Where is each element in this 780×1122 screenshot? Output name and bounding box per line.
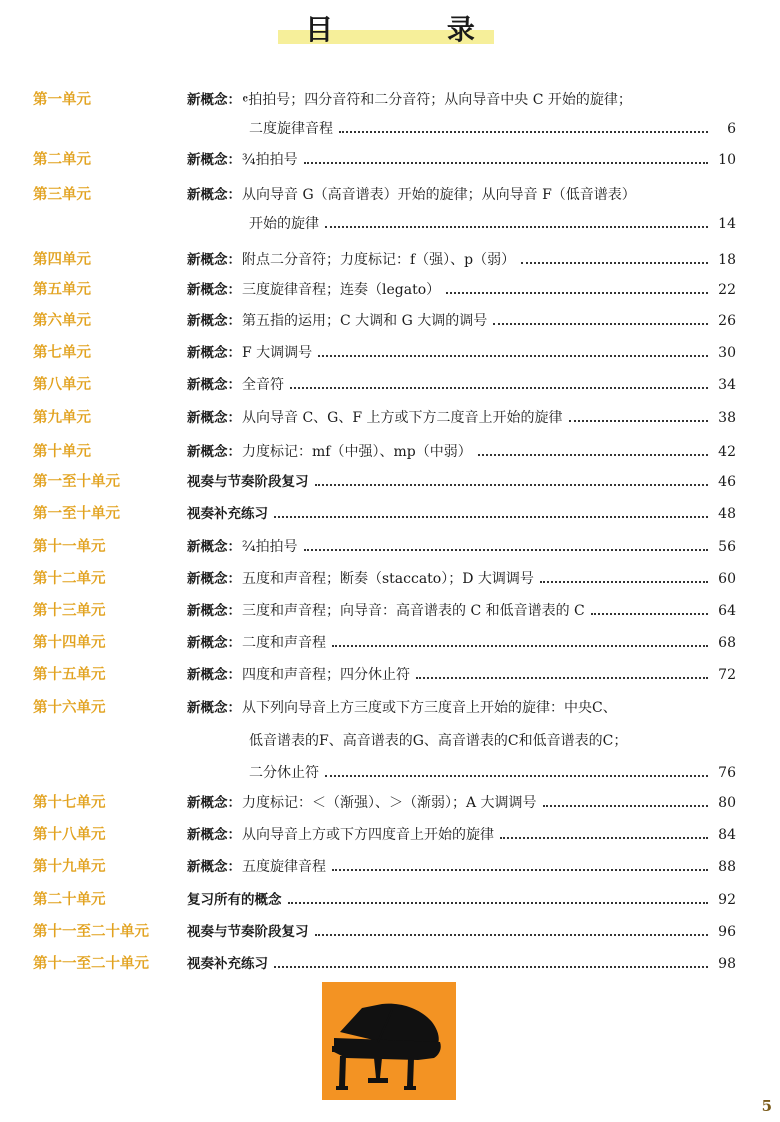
- toc-content: [249, 761, 736, 785]
- toc-page-number: 48: [718, 506, 736, 522]
- toc-label: 新概念：: [187, 667, 241, 683]
- toc-content: [187, 341, 736, 365]
- toc-unit: 第三单元: [33, 186, 91, 203]
- toc-content: [187, 148, 736, 172]
- toc-page-number: 42: [718, 444, 736, 460]
- toc-entry: [0, 920, 780, 944]
- toc-description: 视奏与节奏阶段复习: [187, 474, 309, 490]
- toc-entry: [0, 535, 780, 559]
- toc-description: 从向导音 C、G、F 上方或下方二度音上开始的旋律: [242, 410, 563, 426]
- toc-label: 新概念：: [187, 92, 241, 108]
- toc-page-number: 98: [718, 956, 736, 972]
- toc-page-number: 26: [718, 313, 736, 329]
- toc-unit: 第十五单元: [33, 666, 106, 683]
- toc-description: 力度标记：mf（中强）、mp（中弱）: [242, 444, 472, 460]
- toc-page-number: 80: [718, 795, 736, 811]
- toc-page-number: 76: [718, 765, 736, 781]
- toc-entry: [0, 888, 780, 912]
- toc-label: 新概念：: [187, 252, 241, 268]
- toc-entry: [0, 373, 780, 397]
- toc-content: [187, 663, 736, 687]
- toc-label: 新概念：: [187, 152, 241, 168]
- toc-unit: 第十一至二十单元: [33, 955, 149, 972]
- toc-unit: 第十一单元: [33, 538, 106, 555]
- toc-entry: [0, 791, 780, 815]
- toc-page-number: 84: [718, 827, 736, 843]
- toc-description: 𝄴拍拍号；四分音符和二分音符；从向导音中央 C 开始的旋律；: [242, 92, 632, 108]
- toc-description: 视奏与节奏阶段复习: [187, 924, 309, 940]
- toc-entry: [0, 663, 780, 687]
- toc-content: [187, 599, 736, 623]
- toc-content: [187, 406, 736, 430]
- toc-page-number: 22: [718, 282, 736, 298]
- toc-description: 五度和声音程；断奏（staccato）；D 大调调号: [242, 571, 534, 587]
- toc-label: 新概念：: [187, 859, 241, 875]
- toc-entry: [0, 88, 780, 112]
- toc-unit: 第十三单元: [33, 602, 106, 619]
- toc-page-number: 46: [718, 474, 736, 490]
- toc-entry: [0, 406, 780, 430]
- toc-description: 二度旋律音程: [249, 121, 333, 137]
- toc-entry: [0, 729, 780, 753]
- toc-content: [187, 470, 736, 494]
- toc-leader-dots: [332, 645, 708, 647]
- toc-page-number: 18: [718, 252, 736, 268]
- toc-leader-dots: [446, 292, 708, 294]
- toc-leader-dots: [318, 355, 708, 357]
- toc-unit: 第六单元: [33, 312, 91, 329]
- toc-entry: [0, 855, 780, 879]
- toc-unit: 第二单元: [33, 151, 91, 168]
- toc-content: [187, 696, 736, 720]
- toc-unit: 第十九单元: [33, 858, 106, 875]
- toc-label: 新概念：: [187, 571, 241, 587]
- toc-label: 新概念：: [187, 282, 241, 298]
- toc-entry: [0, 183, 780, 207]
- toc-leader-dots: [325, 226, 708, 228]
- toc-leader-dots: [478, 454, 708, 456]
- toc-leader-dots: [315, 484, 709, 486]
- toc-page-number: 10: [718, 152, 736, 168]
- toc-content: [187, 373, 736, 397]
- toc-description: 从下列向导音上方三度或下方三度音上开始的旋律：中央C、: [242, 700, 617, 716]
- toc-content: [187, 567, 736, 591]
- toc-page-number: 96: [718, 924, 736, 940]
- toc-entry: [0, 248, 780, 272]
- toc-page-number: 34: [718, 377, 736, 393]
- toc-description: 开始的旋律: [249, 216, 319, 232]
- toc-entry: [0, 470, 780, 494]
- toc-page-number: 92: [718, 892, 736, 908]
- toc-description: 二分休止符: [249, 765, 319, 781]
- toc-entry: [0, 599, 780, 623]
- toc-unit: 第十六单元: [33, 699, 106, 716]
- toc-content: [187, 823, 736, 847]
- toc-unit: 第十二单元: [33, 570, 106, 587]
- toc-unit: 第四单元: [33, 251, 91, 268]
- toc-page-number: 72: [718, 667, 736, 683]
- toc-label: 新概念：: [187, 345, 241, 361]
- toc-description: ¾拍拍号: [242, 152, 298, 168]
- toc-label: 新概念：: [187, 377, 241, 393]
- toc-unit: 第十单元: [33, 443, 91, 460]
- toc-content: [187, 920, 736, 944]
- toc-page-number: 38: [718, 410, 736, 426]
- toc-description: 三度旋律音程；连奏（legato）: [242, 282, 441, 298]
- toc-leader-dots: [339, 131, 708, 133]
- toc-unit: 第八单元: [33, 376, 91, 393]
- toc-page-number: 14: [718, 216, 736, 232]
- toc-label: 新概念：: [187, 827, 241, 843]
- toc-description: ²⁄₄拍拍号: [242, 539, 298, 555]
- toc-entry: [0, 278, 780, 302]
- toc-entry: [0, 696, 780, 720]
- toc-entry: [0, 440, 780, 464]
- toc-description: 五度旋律音程: [242, 859, 326, 875]
- toc-leader-dots: [493, 323, 708, 325]
- toc-entry: [0, 212, 780, 236]
- toc-description: 从向导音上方或下方四度音上开始的旋律: [242, 827, 494, 843]
- toc-entry: [0, 117, 780, 141]
- toc-description: 视奏补充练习: [187, 506, 268, 522]
- page-title: 目 录: [305, 13, 527, 46]
- toc-unit: 第二十单元: [33, 891, 106, 908]
- toc-content: [187, 248, 736, 272]
- page-number: 5: [761, 1097, 772, 1115]
- toc-label: 新概念：: [187, 410, 241, 426]
- toc-content: [249, 729, 736, 753]
- toc-unit: 第一至十单元: [33, 473, 120, 490]
- piano-illustration: [322, 982, 456, 1100]
- toc-unit: 第十七单元: [33, 794, 106, 811]
- toc-content: [249, 212, 736, 236]
- toc-content: [187, 888, 736, 912]
- toc-label: 新概念：: [187, 635, 241, 651]
- toc-leader-dots: [290, 387, 708, 389]
- toc-page-number: 88: [718, 859, 736, 875]
- toc-content: [187, 631, 736, 655]
- toc-description: 第五指的运用；C 大调和 G 大调的调号: [242, 313, 488, 329]
- toc-label: 新概念：: [187, 187, 241, 203]
- toc-description: 复习所有的概念: [187, 892, 282, 908]
- toc-leader-dots: [274, 966, 708, 968]
- toc-unit: 第五单元: [33, 281, 91, 298]
- toc-unit: 第七单元: [33, 344, 91, 361]
- toc-leader-dots: [274, 516, 708, 518]
- toc-description: 低音谱表的F、高音谱表的G、高音谱表的C和低音谱表的C；: [249, 733, 628, 749]
- toc-content: [187, 502, 736, 526]
- toc-label: 新概念：: [187, 700, 241, 716]
- toc-leader-dots: [500, 837, 708, 839]
- toc-content: [187, 278, 736, 302]
- toc-content: [187, 183, 736, 207]
- toc-page-number: 68: [718, 635, 736, 651]
- toc-leader-dots: [288, 902, 709, 904]
- toc-page-number: 60: [718, 571, 736, 587]
- toc-description: F 大调调号: [242, 345, 313, 361]
- toc-entry: [0, 823, 780, 847]
- toc-content: [187, 791, 736, 815]
- toc-leader-dots: [304, 162, 708, 164]
- toc-page-number: 6: [727, 121, 736, 137]
- toc-leader-dots: [332, 869, 708, 871]
- toc-unit: 第一单元: [33, 91, 91, 108]
- toc-description: 从向导音 G（高音谱表）开始的旋律；从向导音 F（低音谱表）: [242, 187, 636, 203]
- toc-content: [187, 440, 736, 464]
- toc-leader-dots: [569, 420, 708, 422]
- toc-unit: 第一至十单元: [33, 505, 120, 522]
- toc-unit: 第十四单元: [33, 634, 106, 651]
- toc-entry: [0, 341, 780, 365]
- toc-leader-dots: [540, 581, 708, 583]
- toc-description: 二度和声音程: [242, 635, 326, 651]
- toc-page-number: 30: [718, 345, 736, 361]
- toc-unit: 第十一至二十单元: [33, 923, 149, 940]
- toc-entry: [0, 567, 780, 591]
- toc-content: [249, 117, 736, 141]
- toc-description: 三度和声音程；向导音：高音谱表的 C 和低音谱表的 C: [242, 603, 585, 619]
- toc-unit: 第九单元: [33, 409, 91, 426]
- toc-page-number: 64: [718, 603, 736, 619]
- toc-content: [187, 309, 736, 333]
- toc-description: 全音符: [242, 377, 284, 393]
- toc-entry: [0, 631, 780, 655]
- toc-label: 新概念：: [187, 444, 241, 460]
- toc-leader-dots: [315, 934, 709, 936]
- toc-description: 四度和声音程；四分休止符: [242, 667, 410, 683]
- toc-content: [187, 952, 736, 976]
- toc-leader-dots: [325, 775, 708, 777]
- toc-description: 力度标记：＜（渐强）、＞（渐弱）；A 大调调号: [242, 795, 537, 811]
- toc-label: 新概念：: [187, 795, 241, 811]
- toc-description: 视奏补充练习: [187, 956, 268, 972]
- toc-leader-dots: [591, 613, 708, 615]
- toc-content: [187, 88, 736, 112]
- toc-description: 附点二分音符；力度标记：f（强）、p（弱）: [242, 252, 516, 268]
- toc-leader-dots: [543, 805, 708, 807]
- toc-page-number: 56: [718, 539, 736, 555]
- toc-leader-dots: [416, 677, 708, 679]
- toc-entry: [0, 761, 780, 785]
- toc-leader-dots: [304, 549, 708, 551]
- toc-label: 新概念：: [187, 313, 241, 329]
- toc-label: 新概念：: [187, 603, 241, 619]
- toc-entry: [0, 502, 780, 526]
- toc-label: 新概念：: [187, 539, 241, 555]
- grand-piano-icon: [322, 982, 456, 1100]
- toc-content: [187, 855, 736, 879]
- toc-entry: [0, 952, 780, 976]
- toc-entry: [0, 309, 780, 333]
- toc-leader-dots: [521, 262, 708, 264]
- toc-content: [187, 535, 736, 559]
- toc-unit: 第十八单元: [33, 826, 106, 843]
- toc-entry: [0, 148, 780, 172]
